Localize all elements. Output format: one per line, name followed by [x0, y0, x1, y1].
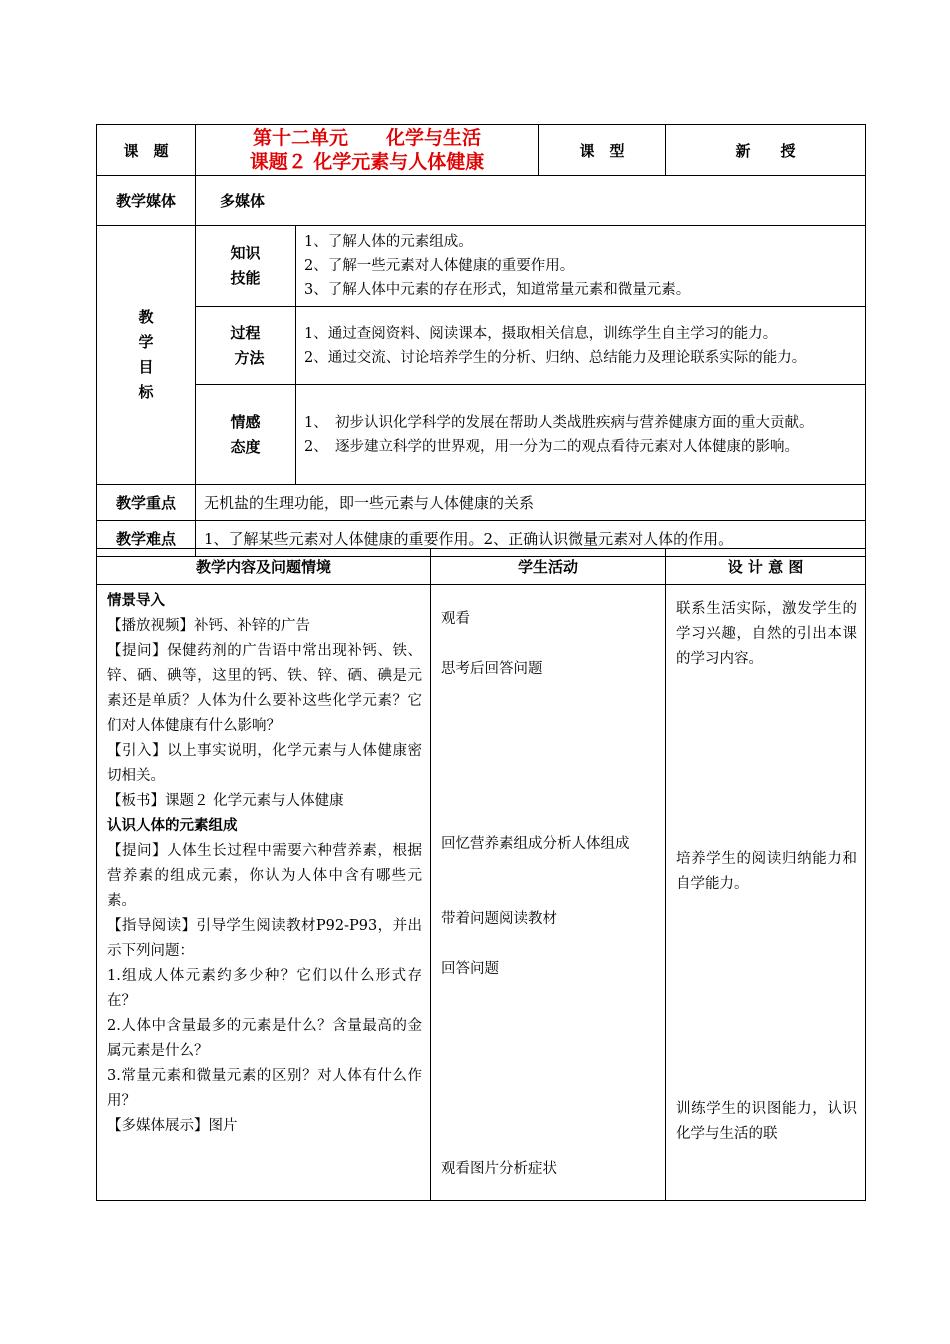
lesson-title-line2: 课题２ 化学元素与人体健康: [249, 151, 485, 173]
knowledge-items: 1、了解人体的元素组成。 2、了解一些元素对人体健康的重要作用。 3、了解人体中元素的存在形式，知道常量元素和微量元素。: [296, 226, 866, 307]
paragraph: 【多媒体展示】图片: [107, 1118, 238, 1134]
lesson-title: [196, 125, 539, 176]
content-column: [97, 585, 431, 1201]
design-intent: 培养学生的阅读归纳能力和自学能力。: [676, 851, 857, 892]
design-intent: 联系生活实际，激发学生的学习兴趣，自然的引出本课的学习内容。: [676, 601, 857, 667]
difficulty-label: 教学难点: [97, 521, 196, 557]
topic-label: 课 题: [97, 125, 196, 176]
paragraph: 【板书】课题２ 化学元素与人体健康: [107, 793, 344, 809]
student-activity: 回忆营养素组成分析人体组成: [441, 836, 630, 852]
question: 1.组成人体元素约多少种？它们以什么形式存在？: [107, 968, 422, 1009]
emotion-label: 情感 态度: [196, 385, 296, 485]
type-value: 新 授: [666, 125, 866, 176]
intent-column: [666, 585, 866, 1201]
lesson-info-table: [96, 124, 866, 557]
process-items: 1、通过查阅资料、阅读课本，摄取相关信息，训练学生自主学习的能力。 2、通过交流、讨论培养学生的分析、归纳、总结能力及理论联系实际的能力。: [296, 307, 866, 385]
header-content: 教学内容及问题情境: [97, 549, 431, 585]
paragraph: 【指导阅读】引导学生阅读教材P92-P93，并出示下列问题：: [107, 918, 422, 959]
lesson-title-line1: 第十二单元 化学与生活: [252, 127, 481, 149]
process-label: 过程 方法: [196, 307, 296, 385]
question: 2.人体中含量最多的元素是什么？含量最高的金属元素是什么？: [107, 1018, 422, 1059]
key-point-label: 教学重点: [97, 485, 196, 521]
design-intent: 训练学生的识图能力，认识化学与生活的联: [676, 1101, 857, 1142]
section-title: 认识人体的元素组成: [107, 818, 238, 834]
media-value: 多媒体: [196, 176, 866, 226]
teaching-process-table: [96, 548, 866, 1201]
student-activity: 思考后回答问题: [441, 661, 543, 677]
key-point-value: 无机盐的生理功能，即一些元素与人体健康的关系: [196, 485, 866, 521]
paragraph: 【播放视频】补钙、补锌的广告: [107, 618, 310, 634]
student-activity: 观看: [441, 611, 470, 627]
paragraph: 【提问】人体生长过程中需要六种营养素，根据营养素的组成元素，你认为人体中含有哪些元素。: [107, 843, 422, 909]
student-column: [431, 585, 666, 1201]
type-label: 课 型: [539, 125, 666, 176]
difficulty-value: 1、了解某些元素对人体健康的重要作用。2、正确认识微量元素对人体的作用。: [196, 521, 866, 557]
header-student: 学生活动: [431, 549, 666, 585]
emotion-items: 1、 初步认识化学科学的发展在帮助人类战胜疾病与营养健康方面的重大贡献。 2、 逐步建立科学的世界观，用一分为二的观点看待元素对人体健康的影响。: [296, 385, 866, 485]
student-activity: 观看图片分析症状: [441, 1161, 557, 1177]
paragraph: 【提问】保健药剂的广告语中常出现补钙、铁、锌、硒、碘等，这里的钙、铁、锌、硒、碘是元素还是单质？人体为什么要补这些化学元素？它们对人体健康有什么影响？: [107, 643, 422, 734]
student-activity: 回答问题: [441, 961, 499, 977]
student-activity: 带着问题阅读教材: [441, 911, 557, 927]
header-intent: 设 计 意 图: [666, 549, 866, 585]
question: 3.常量元素和微量元素的区别？对人体有什么作用？: [107, 1068, 422, 1109]
knowledge-label: 知识 技能: [196, 226, 296, 307]
media-label: 教学媒体: [97, 176, 196, 226]
section-title: 情景导入: [107, 593, 165, 609]
paragraph: 【引入】以上事实说明，化学元素与人体健康密切相关。: [107, 743, 422, 784]
objectives-label: 教 学 目 标: [97, 226, 196, 485]
